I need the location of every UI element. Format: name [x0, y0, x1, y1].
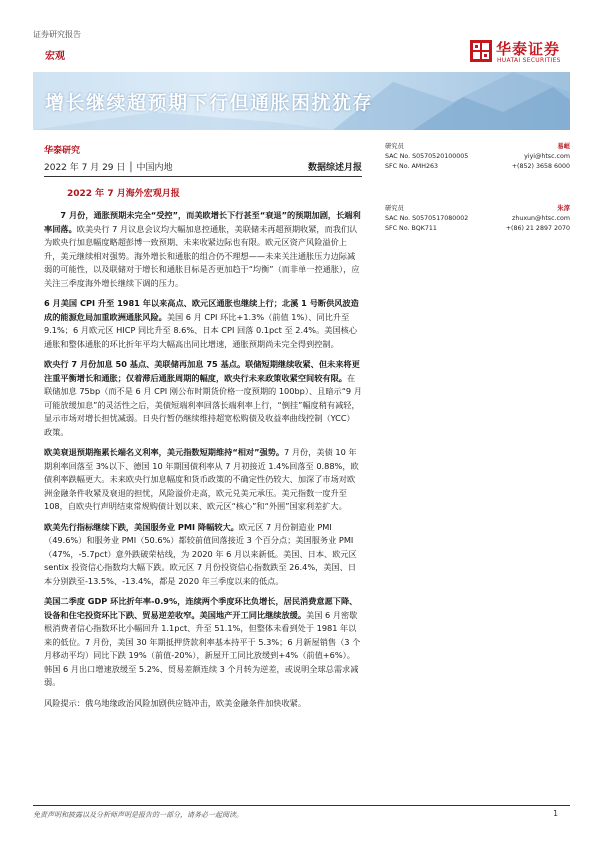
huatai-logo-icon [470, 40, 492, 62]
paragraph-text: 美国 6 月密歇根消费者信心指数环比小幅回升 1.1pct、升至 51.1%，但整体未看到处于 1981 年以来的低位。7 月份，美国 30 年期抵押贷款利率基本持平于 5.3%；6 月新屋销售（3 个月移动平均）同比下跌 19%（前值-20%），新屋开工同比放缓到+4%（前值+6%）。韩国 6 月出口增速放缓至 5.2%、贸易差额连续 3 个月转为逆差，或说明全球总需求减弱。 [44, 609, 361, 687]
paragraph-text: 欧美央行 7 月议息会议均大幅加息控通胀，美联储未再超预期收紧，而我们认为欧央行加息幅度略超彭博一致预期、未来收紧边际也有限。欧元区资产风险溢价上升，美元继续相对强势。海外增长和通胀的组合仍不理想——未来关注通胀压力边际减弱的可能性，以及联储对于增长和通胀目标是否更加趋于“均衡”（而非单一控通胀），应关注三季度海外增长继续下调的压力。 [44, 223, 360, 288]
analyst-sac: SAC No. S0570517080002 [385, 215, 469, 222]
analyst-sfc: SFC No. BQK711 [385, 225, 437, 232]
analyst-name: 易峘 [557, 143, 570, 150]
paragraph-lead: 6 月美国 CPI 升至 1981 年以来高点、欧元区通胀也继续上行；北溪 1 号断供风波造成的能源危局加重欧洲通胀风险。 [44, 298, 359, 322]
divider [44, 176, 362, 177]
footer-divider [33, 805, 570, 806]
analyst-sfc: SFC No. AMH263 [385, 163, 438, 170]
paragraph-lead: 美国二季度 GDP 环比折年率-0.9%，连续两个季度环比负增长，居民消费意愿下降、设备和住宅投资环比下跌、贸易逆差收窄。美国地产开工同比继续放缓。 [44, 596, 358, 620]
paragraph [44, 358, 362, 439]
paragraph [44, 209, 362, 290]
analyst-sac: SAC No. S0570520100005 [385, 153, 469, 160]
analyst-role: 研究员 [385, 143, 404, 150]
paragraph-text: 美国 6 月 CPI 环比+1.3%（前值 1%）、同比升至 9.1%；6 月欧元区 HICP 同比升至 8.6%、日本 CPI 回落 0.1pct 至 2.4%。美国核心通胀和整体通胀的环比折年平均大幅高出同比增速，通胀预期尚未完全得到控制。 [44, 311, 358, 349]
report-subtitle: 2022 年 7 月海外宏观月报 [67, 189, 180, 199]
logo-chinese-name: 华泰证券 [496, 40, 561, 58]
footer-disclaimer: 免责声明和披露以及分析师声明是报告的一部分，请务必一起阅读。 [33, 811, 243, 819]
huatai-logo [470, 38, 570, 68]
paragraph-text: 7 月份，美债 10 年期利率回落至 3%以下、德国 10 年期国债利率从 7 月初接近 1.4%回落至 0.88%，欧债利率跌幅更大。未来欧央行加息幅度和货币政策的不确定性仍较大、加深了市场对欧洲金融条件收紧及衰退的担忧，风险溢价走高，欧元兑美元承压。美元指数一度升至 108，自欧央行声明结束常规购债计划以来、欧元区“核心”和“外围”国家利差扩大。 [44, 447, 359, 511]
analyst-email[interactable]: yiyi@htsc.com [524, 153, 570, 160]
paragraph-lead: 欧美衰退预期拖累长端名义利率，美元指数短期维持“相对”强势。 [44, 447, 285, 457]
analyst-name: 朱淳 [557, 205, 570, 212]
analyst-phone: +(86) 21 2897 2070 [505, 225, 570, 232]
report-kind: 数据综述月报 [307, 163, 362, 173]
analyst-card [385, 204, 570, 266]
report-date-region: 2022 年 7 月 29 日 │ 中国内地 [44, 163, 173, 173]
section-label: 宏观 [45, 51, 65, 62]
institute-label: 华泰研究 [44, 146, 81, 156]
paragraph-lead: 7 月份，通胀预期未完全“受控”，而美欧增长下行甚至“衰退”的预期加剧，长端利率回落。 [44, 210, 361, 234]
paragraph-text: 在联储加息 75bp（而不是 6 月 CPI 刚公布时期货价格一度预期的 100bp）、且暗示“9 月可能放缓加息”的灵活性之后，美债短端利率回落长端利率上行，“倒挂”幅度稍有减轻，显示市场对增长担忧减弱。日央行暂仍继续维持超宽松购债及收益率曲线控制（YCC）政策。 [44, 372, 362, 437]
paragraph [44, 595, 362, 690]
analyst-card [385, 142, 570, 204]
page-number: 1 [553, 809, 559, 818]
report-type-label: 证券研究报告 [33, 30, 81, 39]
analyst-email[interactable]: zhuxun@htsc.com [512, 215, 570, 222]
paragraph [44, 297, 362, 351]
paragraph-lead: 欧美先行指标继续下跌，美国服务业 PMI 降幅较大。 [44, 521, 239, 532]
date-region-line [44, 160, 362, 176]
paragraph [44, 446, 362, 514]
paragraph-lead: 欧央行 7 月份加息 50 基点、美联储再加息 75 基点。联储短期继续收紧、但未来将更注重平衡增长和通胀；仅着滞后通胀周期的幅度，欧央行未来政策收紧空间较有限。 [44, 359, 360, 383]
risk-warning-text: 风险提示：俄乌地缘政治风险加剧供应链冲击，欧美金融条件加快收紧。 [44, 697, 307, 708]
analyst-role: 研究员 [385, 205, 404, 212]
analyst-panel [385, 142, 570, 266]
title-banner [33, 72, 570, 130]
report-body [44, 209, 362, 717]
paragraph-text: 欧元区 7 月份制造业 PMI（49.6%）和服务业 PMI（50.6%）都较前值回落接近 3 个百分点；美国服务业 PMI（47%，-5.7pct）意外跌破荣枯线，为 2020 年 6 月以来新低。美国、日本、欧元区 sentix 投资信心指数均大幅下跌。欧元区 7 月份投资信心指数跌至 26.4%，美国、日本分别跌至-13.5%、-13.4%，都是 2020 年三季度以来的低点。 [44, 521, 357, 586]
report-title: 增长继续超预期下行但通胀困扰犹存 [45, 92, 374, 114]
logo-english-name: HUATAI SECURITIES [497, 57, 561, 64]
risk-warning [44, 697, 362, 711]
analyst-phone: +(852) 3658 6000 [511, 163, 570, 170]
paragraph [44, 521, 362, 589]
